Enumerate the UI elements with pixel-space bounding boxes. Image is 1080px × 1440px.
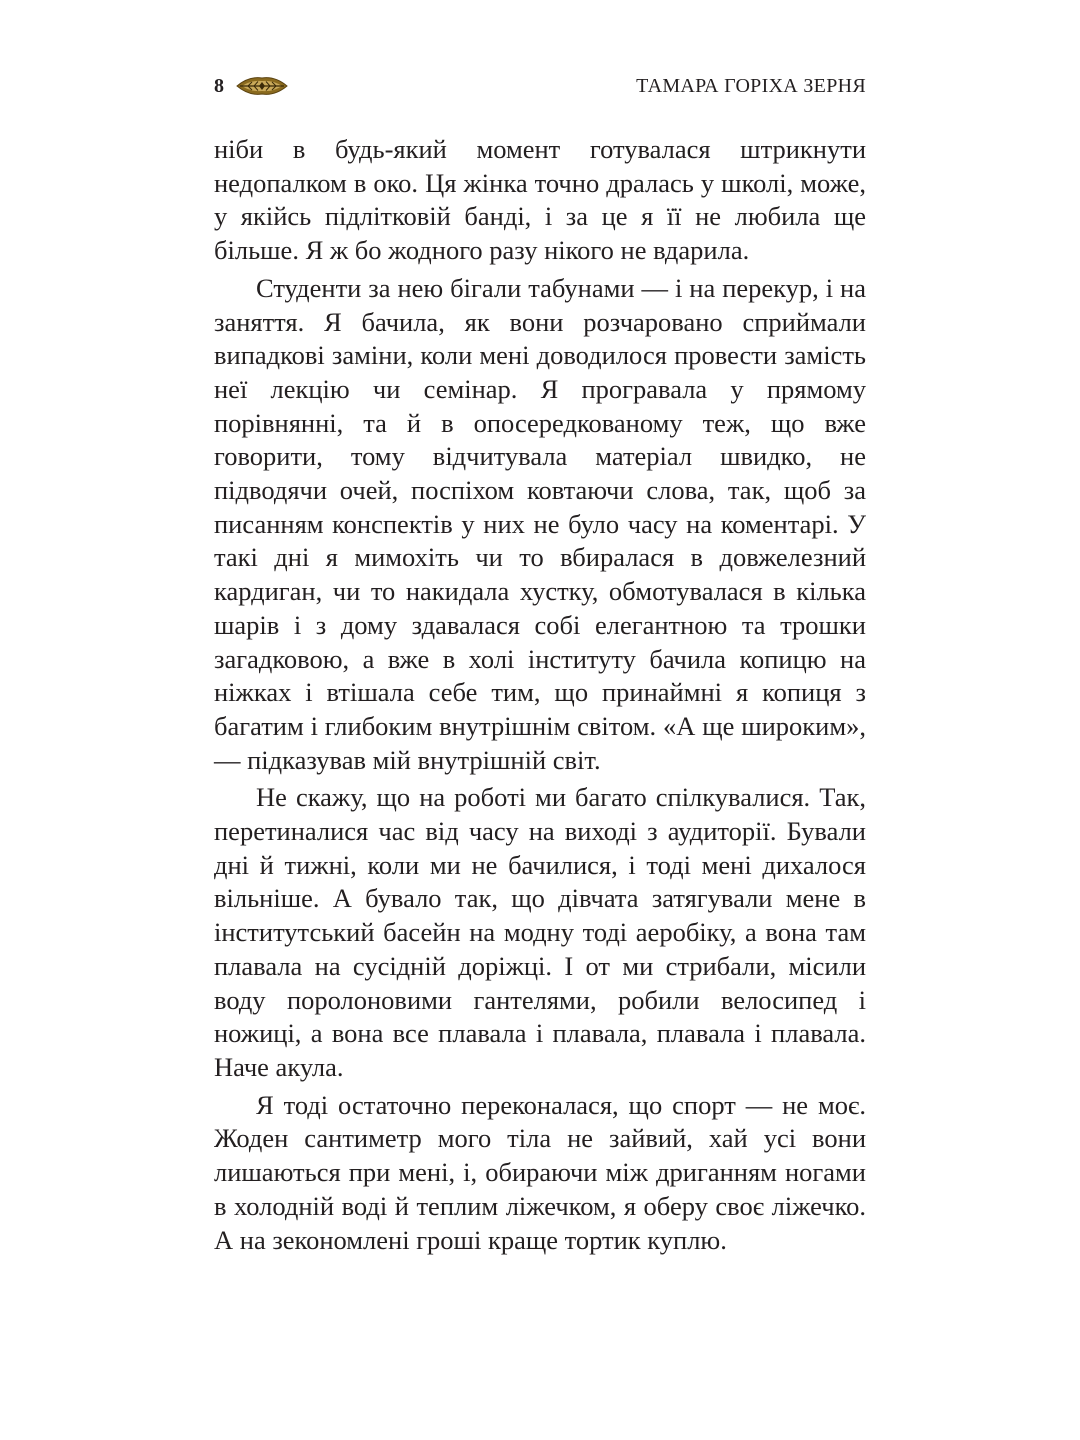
- body-text: [214, 133, 866, 1257]
- page-number: 8: [214, 75, 224, 97]
- paragraph: Не скажу, що на роботі ми багато спілкувалися. Так, перетиналися час від часу на виході з аудиторії. Бували дні й тижні, коли ми не бачилися, і тоді мені дихалося вільніше. А бувало так, що дівчата затягували мене в інститутський басейн на модну тоді аеробіку, а вона там плавала на сусідній доріжці. І от ми стрибали, місили воду поролоновими гантелями, робили велосипед і ножиці, а вона все плавала і плавала, плавала і плавала. Наче акула.: [214, 782, 866, 1082]
- book-title: ТАМАРА ГОРІХА ЗЕРНЯ: [636, 75, 866, 97]
- paragraph: Я тоді остаточно переконалася, що спорт — не моє. Жоден сантиметр мого тіла не зайвий, хай усі вони лишаються при мені, і, обираючи між дриганням ногами в холодній воді й теплим ліжечком, я оберу своє ліжечко. А на зекономлені гроші краще тортик куплю.: [214, 1089, 866, 1255]
- ornamental-leaf-icon: [236, 76, 288, 96]
- paragraph: Студенти за нею бігали табунами — і на перекур, і на заняття. Я бачила, як вони розчаровано сприймали випадкові заміни, коли мені доводилося провести замість неї лекцію чи семінар. Я програвала у прямому порівнянні, та й в опосередкованому теж, що вже говорити, тому відчитувала матеріал швидко, не підводячи очей, поспіхом ковтаючи слова, так, щоб за писанням конспектів у них не було часу на коментарі. У такі дні я мимохіть чи то вбиралася в довжелезний кардиган, чи то накидала хустку, обмотувалася в кілька шарів і з дому здавалася собі елегантною та трошки загадковою, а вже в холі інституту бачила копицю на ніжках і втішала себе тим, що принаймні я копиця з багатим і глибоким внутрішнім світом. «А ще широким», — підказував мій внутрішній світ.: [214, 272, 866, 775]
- running-head: [214, 72, 866, 100]
- paragraph-continued: ніби в будь-який момент готувалася штрикнути недопалком в око. Ця жінка точно дралась у школі, може, у якійсь підлітковій банді, і за це я її не любила ще більше. Я ж бо жодного разу нікого не вдарила.: [214, 134, 866, 266]
